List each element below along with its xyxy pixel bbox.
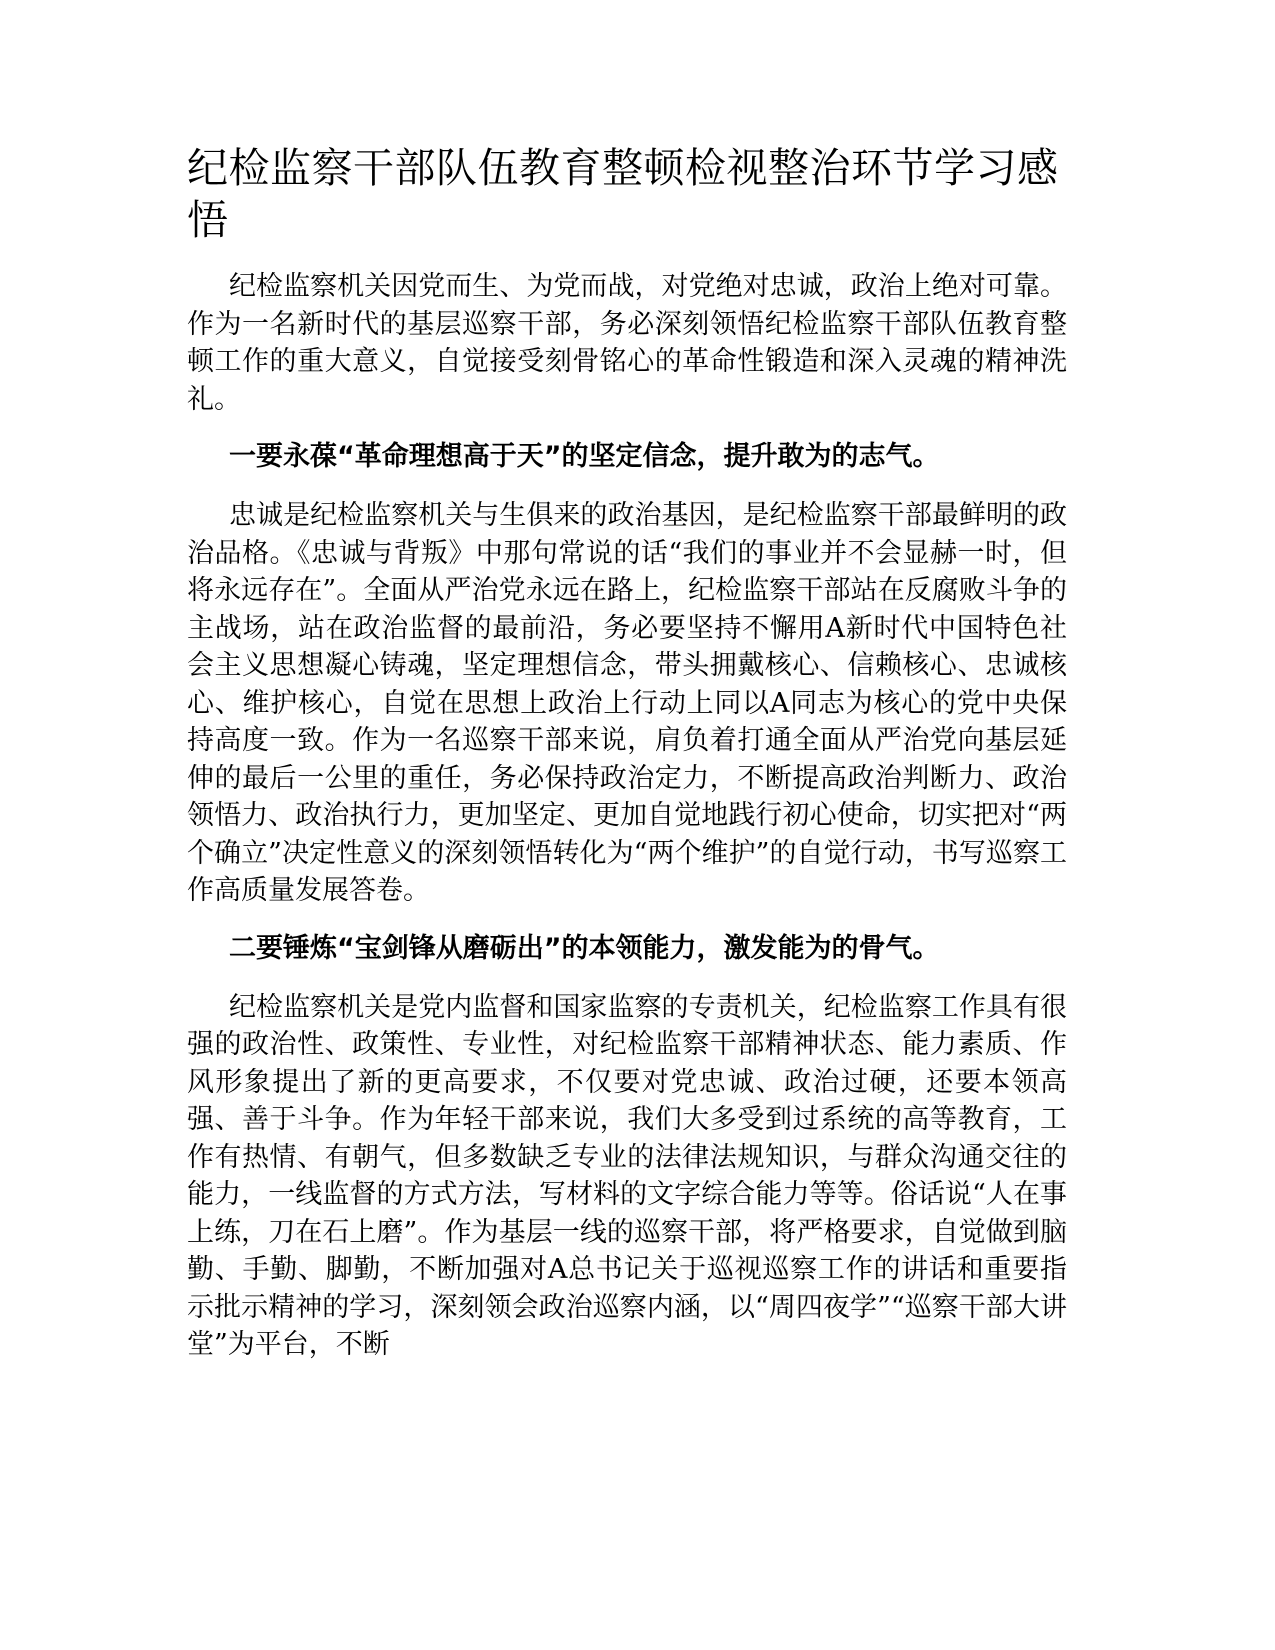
document-title: 纪检监察干部队伍教育整顿检视整治环节学习感悟 [187, 144, 1059, 244]
section-2-heading: 二要锤炼“宝剑锋从磨砺出”的本领能力，激发能为的骨气。 [229, 932, 940, 964]
document-content [187, 142, 1067, 1384]
section-2-paragraph: 纪检监察机关是党内监督和国家监察的专责机关，纪检监察工作具有很强的政治性、政策性、专业性，对纪检监察干部精神状态、能力素质、作风形象提出了新的更高要求，不仅要对党忠诚、政治过硬，还要本领高强、善于斗争。作为年轻干部来说，我们大多受到过系统的高等教育，工作有热情、有朝气，但多数缺乏专业的法律法规知识，与群众沟通交往的能力，一线监督的方式方法，写材料的文字综合能力等等。俗话说“人在事上练，刀在石上磨”。作为基层一线的巡察干部，将严格要求，自觉做到脑勤、手勤、脚勤，不断加强对A总书记关于巡视巡察工作的讲话和重要指示批示精神的学习，深刻领会政治巡察内涵，以“周四夜学”“巡察干部大讲堂”为平台，不断 [187, 991, 1067, 1360]
section-1-paragraph: 忠诚是纪检监察机关与生俱来的政治基因，是纪检监察干部最鲜明的政治品格。《忠诚与背叛》中那句常说的话“我们的事业并不会显赫一时，但将永远存在”。全面从严治党永远在路上，纪检监察干部站在反腐败斗争的主战场，站在政治监督的最前沿，务必要坚持不懈用A新时代中国特色社会主义思想凝心铸魂，坚定理想信念，带头拥戴核心、信赖核心、忠诚核心、维护核心，自觉在思想上政治上行动上同以A同志为核心的党中央保持高度一致。作为一名巡察干部来说，肩负着打通全面从严治党向基层延伸的最后一公里的重任，务必保持政治定力，不断提高政治判断力、政治领悟力、政治执行力，更加坚定、更加自觉地践行初心使命，切实把对“两个确立”决定性意义的深刻领悟转化为“两个维护”的自觉行动，书写巡察工作高质量发展答卷。 [187, 500, 1067, 906]
intro-paragraph: 纪检监察机关因党而生、为党而战，对党绝对忠诚，政治上绝对可靠。作为一名新时代的基层巡察干部，务必深刻领悟纪检监察干部队伍教育整顿工作的重大意义，自觉接受刻骨铭心的革命性锻造和深入灵魂的精神洗礼。 [187, 271, 1067, 415]
section-1-heading: 一要永葆“革命理想高于天”的坚定信念，提升敢为的志气。 [229, 441, 940, 472]
